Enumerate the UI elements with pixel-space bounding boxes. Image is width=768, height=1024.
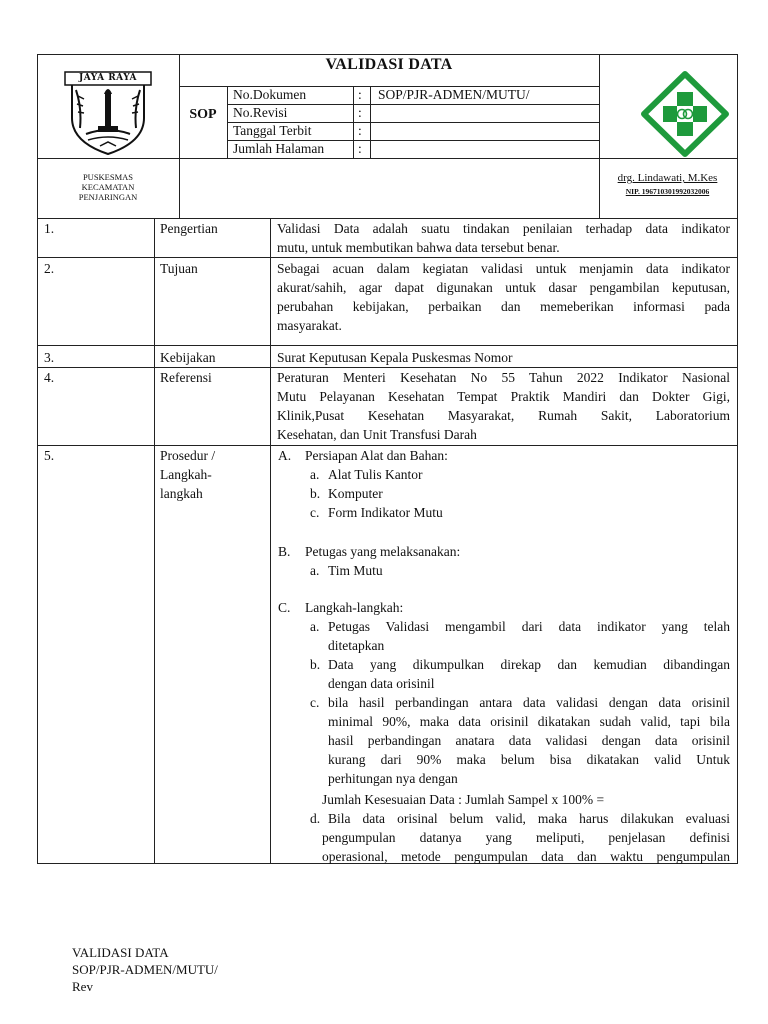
list-item-line: operasional, metode pengumpulan data dan waktu pengumpulan (322, 849, 730, 864)
list-item-line: Bila data orisinal belum valid, maka harus dilakukan evaluasi (328, 811, 730, 826)
section-title: Langkah-langkah: (305, 600, 404, 615)
row-label: Referensi (160, 370, 212, 385)
list-item-line: Petugas Validasi mengambil dari data indikator yang telah (328, 619, 730, 634)
field-separator: : (358, 105, 362, 120)
list-item-line: kurang dari 90% maka belum bisa dikatakan valid Untuk (328, 752, 730, 767)
puskesmas-logo-icon (640, 70, 730, 158)
row-text-line: Kesehatan, dan Unit Transfusi Darah (277, 427, 477, 442)
col-divider-1 (154, 218, 155, 864)
row-label: Pengertian (160, 221, 218, 236)
row-text-line: Peraturan Menteri Kesehatan No 55 Tahun 2022 Indikator Nasional (277, 370, 730, 385)
right-border (737, 54, 738, 864)
row-number: 5. (44, 448, 55, 463)
field-value: SOP/PJR-ADMEN/MUTU/ (378, 87, 530, 102)
org-line: KECAMATAN (81, 182, 135, 192)
row-text-line: Sebagai acuan dalam kegiatan validasi untuk menjamin data indikator (277, 261, 730, 276)
list-marker: c. (310, 505, 320, 520)
list-item: Alat Tulis Kantor (328, 467, 423, 482)
row-number: 2. (44, 261, 55, 276)
left-border (37, 54, 38, 864)
list-item: Komputer (328, 486, 383, 501)
list-item-line: perhitungan nya dengan (328, 771, 458, 786)
list-item-line: pengumpulan datanya yang meliputi, penjelasan definisi (322, 830, 730, 845)
row-text-line: Mutu Pelayanan Kesehatan Tempat Praktik Mandiri dan Dokter Gigi, (277, 389, 730, 404)
list-item-line: Data yang dikumpulkan direkap dan kemudian dibandingan (328, 657, 730, 672)
list-marker: d. (310, 811, 321, 826)
field-label: Tanggal Terbit (233, 123, 312, 138)
list-marker: b. (310, 486, 321, 501)
col-divider-2 (270, 218, 271, 864)
footer-line: SOP/PJR-ADMEN/MUTU/ (72, 962, 218, 977)
section-title: Persiapan Alat dan Bahan: (305, 448, 448, 463)
field-label: No.Revisi (233, 105, 288, 120)
header-top-border (37, 54, 738, 55)
row-text-line: masyarakat. (277, 318, 342, 333)
header-mid-border (37, 158, 738, 159)
list-item-line: hasil perbandingan anatara data validasi dengan data orisinil (328, 733, 730, 748)
row-text-line: Surat Keputusan Kepala Puskesmas Nomor (277, 350, 513, 365)
list-item-line: bila hasil perbandingan antara data validasi dengan data orisinil (328, 695, 730, 710)
list-marker: a. (310, 467, 320, 482)
field-separator: : (358, 123, 362, 138)
field-separator: : (358, 141, 362, 156)
row-label: Kebijakan (160, 350, 216, 365)
row-label: Prosedur / (160, 448, 216, 463)
list-marker: b. (310, 657, 321, 672)
field-label: No.Dokumen (233, 87, 307, 102)
section-marker: B. (278, 544, 291, 559)
row-number: 4. (44, 370, 55, 385)
signer-name: drg. Lindawati, M.Kes (617, 172, 718, 184)
row-text-line: mutu, untuk membutikan bahwa data tersebut benar. (277, 240, 560, 255)
list-item: Form Indikator Mutu (328, 505, 443, 520)
list-marker: c. (310, 695, 320, 710)
list-marker: a. (310, 563, 320, 578)
emblem-banner-text: JAYA RAYA (78, 73, 138, 83)
signer-nip: NIP. 196710301992032006 (625, 187, 710, 196)
row-label: Tujuan (160, 261, 198, 276)
header-divider-left (179, 54, 180, 218)
row-text-line: Klinik,Pusat Kesehatan Masyarakat, Rumah Sakit, Laboratorium (277, 408, 730, 423)
field-separator: : (358, 87, 362, 102)
document-title: VALIDASI DATA (325, 56, 453, 73)
row-label: Langkah- (160, 467, 212, 482)
section-marker: A. (278, 448, 292, 463)
org-line: PUSKESMAS (82, 172, 134, 182)
footer-line: Rev (72, 979, 93, 994)
row-text-line: akurat/sahih, agar dapat digunakan untuk dasar pengambilan keputusan, (277, 280, 730, 295)
list-item-line: dengan data orisinil (328, 676, 435, 691)
section-marker: C. (278, 600, 291, 615)
row-border (37, 257, 738, 258)
row-number: 3. (44, 350, 55, 365)
row-text-line: Validasi Data adalah suatu tindakan penilaian terhadap data indikator (277, 221, 730, 236)
footer-line: VALIDASI DATA (72, 945, 169, 960)
formula-text: Jumlah Kesesuaian Data : Jumlah Sampel x 100% = (322, 792, 605, 807)
row-border (37, 345, 738, 346)
sop-label: SOP (189, 107, 217, 122)
list-item-line: ditetapkan (328, 638, 385, 653)
row-number: 1. (44, 221, 55, 236)
list-item-line: minimal 90%, maka data orisinil dikatakan sudah valid, tapi bila (328, 714, 730, 729)
field-label: Jumlah Halaman (233, 141, 325, 156)
row-label: langkah (160, 486, 203, 501)
row-text-line: perubahan kebijakan, perbaikan dan memeberikan informasi pada (277, 299, 730, 314)
org-line: PENJARINGAN (78, 192, 138, 202)
list-item: Tim Mutu (328, 563, 383, 578)
list-marker: a. (310, 619, 320, 634)
section-title: Petugas yang melaksanakan: (305, 544, 461, 559)
